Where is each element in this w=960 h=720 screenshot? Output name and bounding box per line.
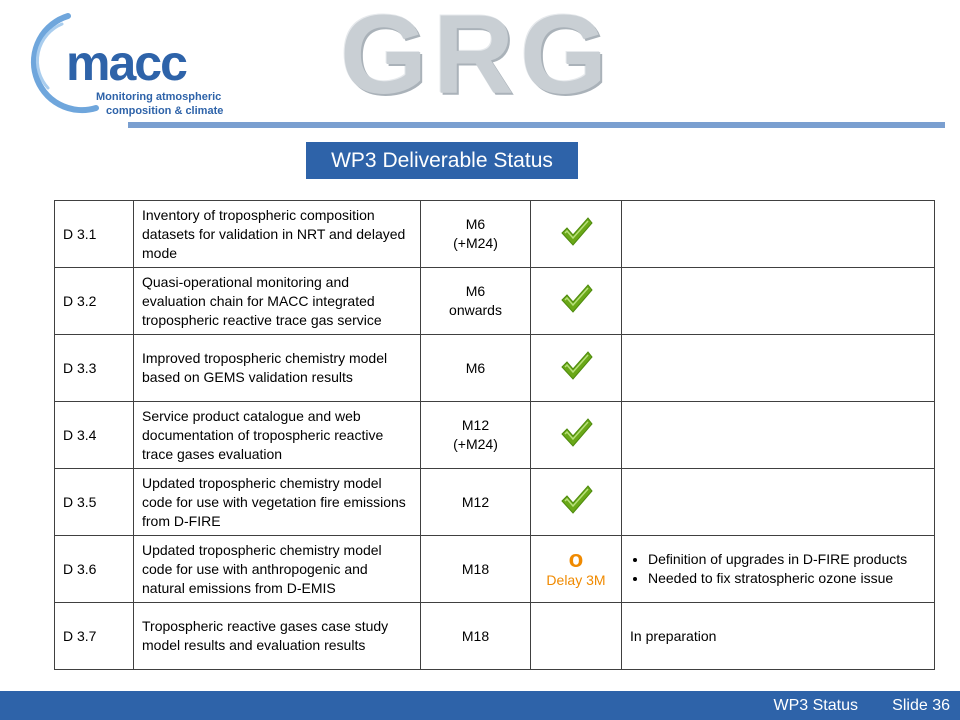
table-row [55, 469, 935, 536]
milestone: M12 [461, 493, 490, 510]
remark-item: • Needed to fix stratospheric ozone issue [648, 569, 926, 588]
check-icon [559, 416, 593, 450]
status-cell [531, 402, 622, 469]
macc-logo [8, 8, 228, 118]
table-row [55, 536, 935, 603]
check-icon [559, 483, 593, 517]
deliverable-description: Quasi-operational monitoring and evaluation chain for MACC integrated tropospheric reactive trace gas service [134, 268, 421, 335]
status-cell [531, 268, 622, 335]
milestone-extra: onwards [449, 302, 502, 318]
table-row [55, 268, 935, 335]
milestone-extra: (+M24) [453, 235, 498, 251]
logo-tagline [96, 90, 236, 118]
remarks-cell [622, 603, 935, 670]
deliverable-description: Updated tropospheric chemistry model code for use with vegetation fire emissions from D-FIRE [134, 469, 421, 536]
milestone: M18 [461, 560, 490, 577]
check-icon [559, 215, 593, 249]
status-cell [531, 536, 622, 603]
milestone-extra: (+M24) [453, 436, 498, 452]
remarks-cell [622, 201, 935, 268]
remark-item: • Definition of upgrades in D-FIRE products [648, 550, 926, 569]
remarks-cell [622, 402, 935, 469]
deliverables-table [54, 200, 935, 670]
status-cell [531, 335, 622, 402]
milestone-cell [421, 536, 531, 603]
grg-banner: GRG [340, 0, 614, 117]
deliverable-id: D 3.4 [55, 402, 134, 469]
remark-text: In preparation [630, 627, 717, 644]
status-cell [531, 469, 622, 536]
deliverable-description: Tropospheric reactive gases case study model results and evaluation results [134, 603, 421, 670]
header-divider [128, 122, 945, 128]
deliverable-description: Service product catalogue and web documentation of tropospheric reactive trace gases evaluation [134, 402, 421, 469]
milestone-cell [421, 469, 531, 536]
status-cell [531, 603, 622, 670]
table-row [55, 603, 935, 670]
logo-tagline-line1: Monitoring atmospheric [96, 91, 222, 103]
milestone-cell [421, 268, 531, 335]
deliverable-id: D 3.3 [55, 335, 134, 402]
deliverable-id: D 3.5 [55, 469, 134, 536]
deliverable-description: Improved tropospheric chemistry model based on GEMS validation results [134, 335, 421, 402]
remarks-cell [622, 536, 935, 603]
footer-title: WP3 Status [773, 697, 858, 714]
status-cell [531, 201, 622, 268]
remarks-cell [622, 335, 935, 402]
deliverable-id: D 3.2 [55, 268, 134, 335]
check-icon [559, 349, 593, 383]
deliverable-id: D 3.7 [55, 603, 134, 670]
table-row [55, 402, 935, 469]
footer-bar [0, 691, 960, 720]
pending-mark: o [568, 546, 584, 573]
deliverable-description: Inventory of tropospheric composition datasets for validation in NRT and delayed mode [134, 201, 421, 268]
deliverable-description: Updated tropospheric chemistry model code for use with anthropogenic and natural emissions from D-EMIS [134, 536, 421, 603]
milestone-cell [421, 603, 531, 670]
remarks-cell [622, 268, 935, 335]
milestone: M6 [465, 283, 486, 299]
milestone-cell [421, 335, 531, 402]
slide-title: WP3 Deliverable Status [306, 142, 578, 179]
logo-wordmark: macc [66, 35, 186, 91]
milestone: M6 [465, 359, 486, 376]
logo-tagline-line2: composition & climate [106, 105, 224, 117]
milestone: M18 [461, 627, 490, 644]
milestone: M6 [465, 216, 486, 232]
remark-list [630, 550, 926, 588]
slide-number: Slide 36 [892, 697, 950, 714]
milestone-cell [421, 402, 531, 469]
table-row [55, 335, 935, 402]
deliverable-id: D 3.1 [55, 201, 134, 268]
milestone-cell [421, 201, 531, 268]
check-icon [559, 282, 593, 316]
deliverable-id: D 3.6 [55, 536, 134, 603]
table-row [55, 201, 935, 268]
milestone: M12 [461, 417, 490, 433]
delay-text: Delay 3M [546, 572, 606, 588]
remarks-cell [622, 469, 935, 536]
